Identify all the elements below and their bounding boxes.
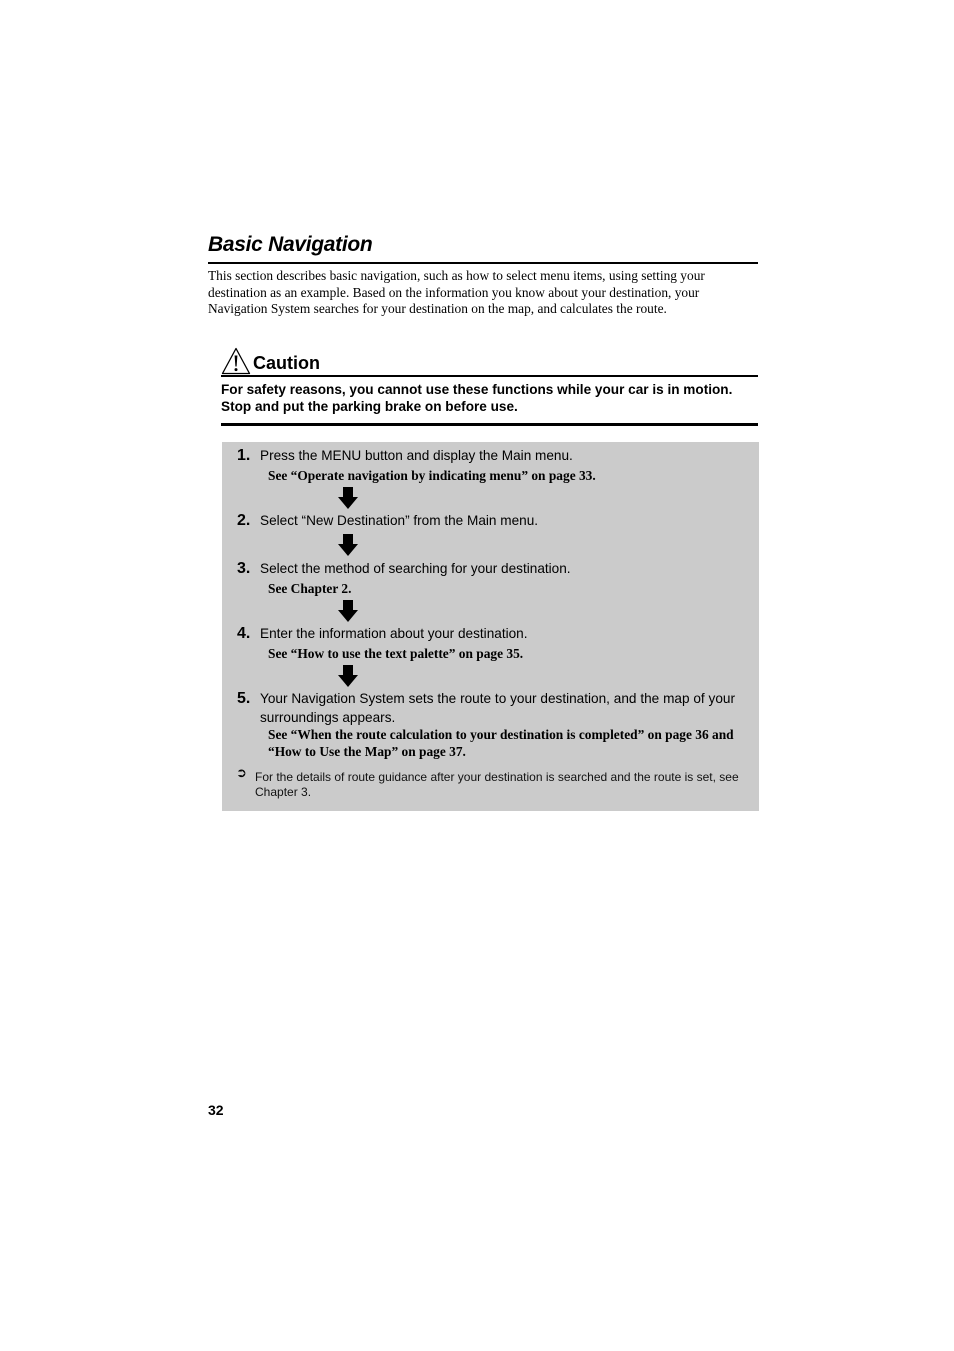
down-arrow-icon [338,665,358,687]
title-rule [208,262,758,264]
step-4-number: 4. [237,625,251,642]
caution-text-line-2: Stop and put the parking brake on before use. [221,399,518,414]
step-2-number: 2. [237,512,251,529]
caution-heading [221,345,758,375]
step-3-number: 3. [237,560,251,577]
caution-text-line-1: For safety reasons, you cannot use these functions while your car is in motion. [221,382,733,397]
caution-rule-top [221,375,758,377]
section-title: Basic Navigation [208,233,373,256]
step-5-number: 5. [237,690,251,707]
step-4-text: Enter the information about your destination. [260,626,528,641]
intro-paragraph: This section describes basic navigation, such as how to select menu items, using setting your destination as an example. Based on the information you know about your destination, your Navigation System searches for your destination on the map, and calculates the route. [208,268,705,316]
step-4-reference: See “How to use the text palette” on page 35. [268,646,524,661]
step-5-reference: See “When the route calculation to your destination is completed” on page 36 and “How to Use the Map” on page 37. [268,727,734,759]
step-2-text: Select “New Destination” from the Main menu. [260,513,539,528]
note-text: For the details of route guidance after your destination is searched and the route is set, see Chapter 3. [255,770,739,799]
caution-text [221,381,761,415]
down-arrow-icon [338,534,358,556]
step-1-number: 1. [237,447,251,464]
caution-rule-bottom [221,423,758,426]
step-1-reference: See “Operate navigation by indicating menu” on page 33. [268,468,596,483]
step-5-text: Your Navigation System sets the route to your destination, and the map of your surroundings appears. [260,691,735,725]
step-3-reference: See Chapter 2. [268,581,352,596]
caution-label: Caution [253,353,320,373]
down-arrow-icon [338,600,358,622]
step-1-text: Press the MENU button and display the Main menu. [260,448,573,463]
warning-triangle-icon [221,347,251,375]
step-3-text: Select the method of searching for your destination. [260,561,571,576]
down-arrow-icon [338,487,358,509]
note-arrow-icon: ➲ [236,766,247,781]
page-number: 32 [208,1102,224,1118]
steps-panel [222,442,759,811]
